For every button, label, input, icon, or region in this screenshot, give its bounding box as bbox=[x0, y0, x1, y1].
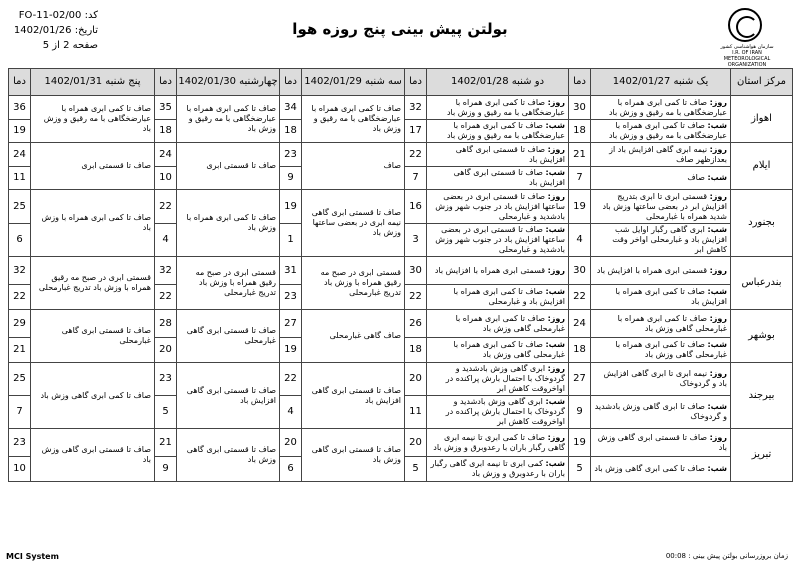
table-row bbox=[9, 96, 793, 120]
day-forecast bbox=[591, 310, 731, 338]
temp-min: 18 bbox=[569, 338, 591, 363]
temp-max: 28 bbox=[155, 310, 177, 338]
header-temp: دما bbox=[405, 69, 427, 96]
logo-line4: ORGANIZATION bbox=[727, 62, 767, 68]
night-text: صاف تا کمی ابری گاهی وزش باد bbox=[594, 464, 705, 473]
temp-min: 18 bbox=[155, 120, 177, 143]
city-name: ایلام bbox=[731, 143, 793, 190]
page-of: از bbox=[52, 40, 60, 51]
logo-emblem-icon bbox=[728, 8, 762, 42]
temp-min: 18 bbox=[280, 120, 302, 143]
header-day3: سه شنبه 1402/01/29 bbox=[302, 69, 405, 96]
day-text: صاف تا قسمتی ابری در بعضی ساعتها افزایش باد در جنوب شهر وزش بادشدید و غبارمحلی bbox=[435, 191, 565, 221]
temp-min: 4 bbox=[280, 396, 302, 429]
night-forecast bbox=[427, 457, 569, 482]
day-forecast bbox=[591, 190, 731, 224]
forecast-text: صاف تا کمی ابری همراه با وزش باد bbox=[177, 190, 280, 257]
day-forecast bbox=[591, 257, 731, 285]
organization-logo bbox=[700, 4, 794, 68]
night-text: صاف تا کمی ابری همراه با غبارمحلی گاهی وزش باد bbox=[615, 340, 727, 359]
night-forecast bbox=[427, 396, 569, 429]
temp-max: 20 bbox=[405, 363, 427, 396]
code-value: FO-11-02/00 bbox=[18, 10, 82, 21]
day-label: روز: bbox=[709, 369, 727, 378]
forecast-text: صاف تا کمی ابری همراه با عبارضخگاهی با مه رقیق و وزش باد bbox=[177, 96, 280, 143]
temp-max: 27 bbox=[569, 363, 591, 396]
forecast-text: صاف تا قسمتی ابری گاهی افزایش باد bbox=[177, 363, 280, 429]
temp-max: 22 bbox=[405, 143, 427, 167]
temp-max: 32 bbox=[405, 96, 427, 120]
header-temp: دما bbox=[9, 69, 31, 96]
header-city: مرکز استان bbox=[731, 69, 793, 96]
day-label: روز: bbox=[547, 432, 565, 442]
page-number: 2 bbox=[63, 40, 70, 51]
temp-min: 18 bbox=[405, 338, 427, 363]
day-label: روز: bbox=[547, 364, 565, 373]
day-text: نیمه ابری تا ابری گاهی افزایش باد و گردوخاک bbox=[603, 369, 727, 388]
temp-min: 19 bbox=[9, 120, 31, 143]
night-label: شب: bbox=[545, 168, 565, 177]
city-name: بجنورد bbox=[731, 190, 793, 257]
forecast-text: صاف تا قسمتی ابری گاهی وزش باد bbox=[31, 429, 155, 482]
night-text: صاف تا کمی ابری همراه با عبارضخگاهی با مه رقیق و وزش باد bbox=[446, 121, 565, 140]
temp-min: 5 bbox=[569, 457, 591, 482]
forecast-table bbox=[8, 68, 793, 482]
forecast-text: قسمتی ابری در صبح مه رقیق همراه با وزش باد تدریج غبارمحلی bbox=[31, 257, 155, 310]
night-text: ابری گاهی وزش بادشدید و گردوخاک با احتمال بارش پراکنده در اواخروقت کاهش ابر bbox=[445, 397, 565, 426]
night-forecast bbox=[591, 457, 731, 482]
table-row bbox=[9, 257, 793, 285]
code-label: کد: bbox=[84, 10, 98, 21]
forecast-text: صاف تا قسمتی ابری گاهی افزایش باد bbox=[302, 363, 405, 429]
city-name: اهواز bbox=[731, 96, 793, 143]
temp-min: 3 bbox=[405, 224, 427, 257]
temp-max: 20 bbox=[405, 429, 427, 457]
temp-max: 36 bbox=[9, 96, 31, 120]
page-title: بولتن پیش بینی پنج روزه هوا bbox=[292, 20, 508, 38]
forecast-text: صاف گاهی غبارمحلی bbox=[302, 310, 405, 363]
temp-min: 9 bbox=[155, 457, 177, 482]
temp-min: 1 bbox=[280, 224, 302, 257]
temp-max: 22 bbox=[155, 190, 177, 224]
day-forecast bbox=[591, 143, 731, 167]
page-row bbox=[8, 38, 98, 53]
night-forecast bbox=[427, 338, 569, 363]
night-label: شب: bbox=[545, 459, 565, 468]
logo-line1: سازمان هواشناسی کشور bbox=[720, 44, 774, 50]
night-label: شب: bbox=[707, 225, 727, 234]
forecast-text: صاف تا قسمتی ابری گاهی نیمه ابری در بعضی ساعتها وزش باد bbox=[302, 190, 405, 257]
forecast-text: صاف تا قسمتی ابری گاهی غبارمحلی bbox=[31, 310, 155, 363]
temp-max: 19 bbox=[569, 429, 591, 457]
temp-max: 31 bbox=[280, 257, 302, 285]
temp-min: 9 bbox=[280, 167, 302, 190]
night-forecast bbox=[427, 285, 569, 310]
temp-min: 4 bbox=[155, 224, 177, 257]
temp-min: 22 bbox=[9, 285, 31, 310]
night-text: صاف تا کمی ابری همراه با افزایش باد و غبارمحلی bbox=[453, 287, 565, 306]
temp-max: 25 bbox=[9, 190, 31, 224]
day-label: روز: bbox=[709, 265, 727, 275]
day-forecast bbox=[427, 429, 569, 457]
day-label: روز: bbox=[709, 144, 727, 154]
temp-max: 26 bbox=[405, 310, 427, 338]
day-forecast bbox=[427, 257, 569, 285]
temp-max: 34 bbox=[280, 96, 302, 120]
temp-min: 18 bbox=[569, 120, 591, 143]
table-row bbox=[9, 143, 793, 167]
temp-max: 27 bbox=[280, 310, 302, 338]
day-text: صاف تا کمی ابری همراه با غبارمحلی گاهی وزش باد bbox=[617, 313, 727, 333]
header-day4: چهارشنبه 1402/01/30 bbox=[177, 69, 280, 96]
day-text: صاف تا کمی ابری همراه با عبارضخگاهی با مه رقیق و وزش باد bbox=[608, 97, 727, 117]
temp-min: 22 bbox=[405, 285, 427, 310]
document-meta bbox=[8, 8, 98, 53]
night-text: کمی ابری تا نیمه ابری گاهی رگبار باران با رعدوبرق و وزش باد bbox=[430, 459, 565, 478]
table-row bbox=[9, 310, 793, 338]
temp-max: 25 bbox=[9, 363, 31, 396]
temp-min: 20 bbox=[155, 338, 177, 363]
table-row bbox=[9, 429, 793, 457]
date-label: تاریخ: bbox=[74, 25, 98, 36]
temp-min: 7 bbox=[569, 167, 591, 190]
night-text: صاف تا کمی ابری همراه با عبارضخگاهی با مه رقیق و وزش باد bbox=[608, 121, 727, 140]
night-label: شب: bbox=[707, 340, 727, 349]
night-text: صاف تا قسمتی ابری گاهی افزایش باد bbox=[453, 168, 565, 187]
temp-min: 21 bbox=[9, 338, 31, 363]
temp-max: 20 bbox=[280, 429, 302, 457]
night-label: شب: bbox=[545, 121, 565, 130]
night-forecast bbox=[591, 224, 731, 257]
date-value: 1402/01/26 bbox=[13, 25, 72, 36]
night-text: صاف تا کمی ابری همراه با غبارمحلی گاهی وزش باد bbox=[453, 340, 565, 359]
temp-min: 7 bbox=[9, 396, 31, 429]
header-day5: پنج شنبه 1402/01/31 bbox=[31, 69, 155, 96]
page-total: 5 bbox=[42, 40, 50, 51]
page-label: صفحه bbox=[72, 40, 98, 51]
temp-min: 22 bbox=[155, 285, 177, 310]
temp-max: 30 bbox=[569, 96, 591, 120]
day-label: روز: bbox=[547, 144, 565, 154]
temp-max: 35 bbox=[155, 96, 177, 120]
temp-max: 23 bbox=[155, 363, 177, 396]
forecast-text: صاف تا کمی ابری همراه با عبارضخگاهی با مه رقیق و وزش باد bbox=[31, 96, 155, 143]
day-forecast bbox=[591, 96, 731, 120]
day-label: روز: bbox=[547, 191, 565, 201]
temp-max: 16 bbox=[405, 190, 427, 224]
forecast-text: قسمتی ابری در صبح مه رقیق همراه با وزش باد تدریج غبارمحلی bbox=[302, 257, 405, 310]
city-name: بندرعباس bbox=[731, 257, 793, 310]
temp-max: 23 bbox=[280, 143, 302, 167]
night-forecast bbox=[591, 285, 731, 310]
temp-min: 11 bbox=[405, 396, 427, 429]
temp-max: 32 bbox=[155, 257, 177, 285]
temp-min: 7 bbox=[405, 167, 427, 190]
temp-min: 17 bbox=[405, 120, 427, 143]
forecast-text: صاف bbox=[302, 143, 405, 190]
temp-min: 6 bbox=[280, 457, 302, 482]
night-text: صاف تا ابری گاهی وزش بادشدید و گردوخاک bbox=[594, 402, 727, 421]
day-forecast bbox=[591, 363, 731, 396]
forecast-text: صاف تا قسمتی ابری گاهی وزش باد bbox=[302, 429, 405, 482]
forecast-text: قسمتی ابری در صبح مه رقیق همراه با وزش باد تدریج غبارمحلی bbox=[177, 257, 280, 310]
night-label: شب: bbox=[707, 121, 727, 130]
temp-max: 30 bbox=[405, 257, 427, 285]
day-forecast bbox=[427, 143, 569, 167]
forecast-text: صاف تا قسمتی ابری گاهی وزش باد bbox=[177, 429, 280, 482]
day-forecast bbox=[427, 190, 569, 224]
logo-line2: I.R. OF IRAN bbox=[732, 50, 762, 56]
table-header-row bbox=[9, 69, 793, 96]
table-row bbox=[9, 363, 793, 396]
night-label: شب: bbox=[707, 402, 727, 411]
night-label: شب: bbox=[707, 173, 727, 182]
night-label: شب: bbox=[545, 225, 565, 234]
day-label: روز: bbox=[709, 191, 727, 201]
forecast-text: صاف تا قسمتی ابری bbox=[177, 143, 280, 190]
footer-update-time: زمان بروزرسانی بولتن پیش بینی : 00:08 bbox=[665, 552, 788, 560]
day-text: ابری گاهی وزش بادشدید و گردوخاک با احتمال بارش پراکنده در اواخروقت کاهش ابر bbox=[445, 364, 565, 393]
temp-max: 30 bbox=[569, 257, 591, 285]
header bbox=[0, 0, 800, 68]
temp-max: 24 bbox=[569, 310, 591, 338]
night-forecast bbox=[427, 167, 569, 190]
night-text: صاف bbox=[687, 173, 705, 182]
temp-min: 6 bbox=[9, 224, 31, 257]
day-text: قسمتی ابری تا ابری بتدریج افزایش ابر در بعضی ساعتها وزش باد شدید همراه با غبارمحلی bbox=[602, 191, 727, 221]
day-text: صاف تا کمی ابری تا نیمه ابری گاهی رگبار باران با رعدوبرق و وزش باد bbox=[433, 432, 565, 452]
day-forecast bbox=[427, 96, 569, 120]
temp-max: 21 bbox=[155, 429, 177, 457]
day-text: قسمتی ابری همراه با افزایش باد bbox=[434, 265, 546, 275]
day-label: روز: bbox=[709, 313, 727, 323]
temp-max: 32 bbox=[9, 257, 31, 285]
night-text: صاف تا کمی ابری همراه با افزایش باد bbox=[615, 287, 727, 306]
temp-max: 24 bbox=[155, 143, 177, 167]
table-row bbox=[9, 190, 793, 224]
header-temp: دما bbox=[280, 69, 302, 96]
temp-min: 4 bbox=[569, 224, 591, 257]
night-label: شب: bbox=[545, 397, 565, 406]
temp-min: 5 bbox=[155, 396, 177, 429]
night-text: صاف تا قسمتی ابری در بعضی ساعتها افزایش باد در جنوب شهر وزش بادشدید و غبارمحلی bbox=[435, 225, 565, 254]
day-text: صاف تا کمی ابری همراه با غبارمحلی گاهی وزش باد bbox=[455, 313, 565, 333]
day-label: روز: bbox=[547, 265, 565, 275]
night-label: شب: bbox=[707, 287, 727, 296]
night-label: شب: bbox=[545, 287, 565, 296]
header-temp: دما bbox=[569, 69, 591, 96]
temp-min: 10 bbox=[155, 167, 177, 190]
day-text: صاف تا قسمتی ابری گاهی وزش باد bbox=[597, 432, 727, 452]
day-forecast bbox=[427, 363, 569, 396]
temp-min: 5 bbox=[405, 457, 427, 482]
day-label: روز: bbox=[547, 313, 565, 323]
day-text: نیمه ابری گاهی افزایش باد از بعدازظهر صاف bbox=[609, 144, 727, 164]
footer-system: MCI System bbox=[6, 552, 59, 561]
night-forecast bbox=[591, 167, 731, 190]
temp-min: 22 bbox=[569, 285, 591, 310]
night-label: شب: bbox=[545, 340, 565, 349]
logo-line3: METEOROLOGICAL bbox=[723, 56, 771, 62]
day-forecast bbox=[427, 310, 569, 338]
date-row bbox=[8, 23, 98, 38]
code-row bbox=[8, 8, 98, 23]
header-day1: یک شنبه 1402/01/27 bbox=[591, 69, 731, 96]
temp-max: 19 bbox=[280, 190, 302, 224]
night-forecast bbox=[427, 120, 569, 143]
temp-max: 21 bbox=[569, 143, 591, 167]
day-text: قسمتی ابری همراه با افزایش باد bbox=[596, 265, 708, 275]
night-forecast bbox=[427, 224, 569, 257]
header-day2: دو شنبه 1402/01/28 bbox=[427, 69, 569, 96]
temp-min: 11 bbox=[9, 167, 31, 190]
night-forecast bbox=[591, 338, 731, 363]
city-name: تبریز bbox=[731, 429, 793, 482]
temp-min: 23 bbox=[280, 285, 302, 310]
temp-max: 24 bbox=[9, 143, 31, 167]
day-forecast bbox=[591, 429, 731, 457]
logo-text bbox=[700, 44, 794, 68]
temp-min: 9 bbox=[569, 396, 591, 429]
temp-min: 10 bbox=[9, 457, 31, 482]
temp-max: 22 bbox=[280, 363, 302, 396]
city-name: بوشهر bbox=[731, 310, 793, 363]
night-forecast bbox=[591, 396, 731, 429]
header-temp: دما bbox=[155, 69, 177, 96]
night-text: ابری گاهی رگبار اوایل شب افزایش باد و غبارمحلی اواخر وقت کاهش ابر bbox=[612, 225, 727, 254]
city-name: بیرجند bbox=[731, 363, 793, 429]
forecast-text: صاف تا کمی ابری همراه با عبارضخگاهی با مه رقیق و وزش باد bbox=[302, 96, 405, 143]
forecast-text: صاف تا قسمتی ابری گاهی غبارمحلی bbox=[177, 310, 280, 363]
day-label: روز: bbox=[547, 97, 565, 107]
temp-max: 19 bbox=[569, 190, 591, 224]
temp-min: 19 bbox=[280, 338, 302, 363]
day-text: صاف تا قسمتی ابری گاهی افزایش باد bbox=[455, 144, 565, 164]
temp-max: 29 bbox=[9, 310, 31, 338]
night-forecast bbox=[591, 120, 731, 143]
forecast-text: صاف تا قسمتی ابری bbox=[31, 143, 155, 190]
day-label: روز: bbox=[709, 97, 727, 107]
forecast-text: صاف تا کمی ابری همراه با وزش باد bbox=[31, 190, 155, 257]
temp-max: 23 bbox=[9, 429, 31, 457]
day-text: صاف تا کمی ابری همراه با عبارضخگاهی با مه رقیق و وزش باد bbox=[446, 97, 565, 117]
night-label: شب: bbox=[707, 464, 727, 473]
day-label: روز: bbox=[709, 432, 727, 442]
forecast-text: صاف تا کمی ابری گاهی وزش باد bbox=[31, 363, 155, 429]
